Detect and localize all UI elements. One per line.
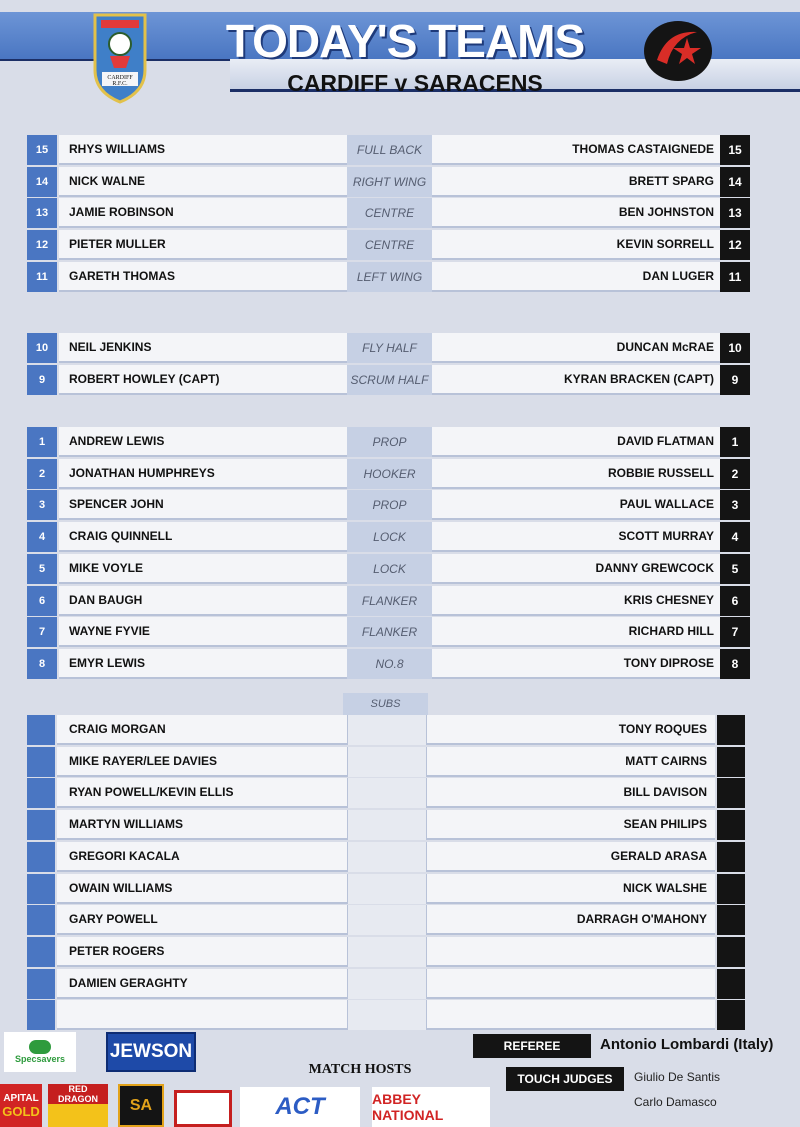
- subs-row: [27, 778, 745, 808]
- away-number: 13: [720, 198, 750, 228]
- away-sub-name: NICK WALSHE: [427, 874, 715, 904]
- home-sub-name: DAMIEN GERAGHTY: [57, 969, 347, 999]
- saracens-star-logo: [643, 20, 713, 82]
- home-sub-bar: [27, 747, 55, 777]
- home-number: 7: [27, 617, 57, 647]
- team-row: [27, 649, 750, 679]
- home-player-name: JAMIE ROBINSON: [59, 198, 371, 228]
- away-player-name: PAUL WALLACE: [432, 490, 720, 520]
- home-sub-name: MIKE RAYER/LEE DAVIES: [57, 747, 347, 777]
- subs-row: [27, 937, 745, 967]
- away-sub-bar: [717, 810, 745, 840]
- svg-text:R.F.C.: R.F.C.: [112, 81, 128, 87]
- specsavers-logo: Specsavers: [4, 1032, 76, 1072]
- position-label: NO.8: [347, 649, 432, 679]
- away-number: 9: [720, 365, 750, 395]
- home-number: 4: [27, 522, 57, 552]
- home-sub-name: GARY POWELL: [57, 905, 347, 935]
- home-player-name: JONATHAN HUMPHREYS: [59, 459, 371, 489]
- home-player-name: DAN BAUGH: [59, 586, 371, 616]
- away-sub-bar: [717, 874, 745, 904]
- home-sub-name: MARTYN WILLIAMS: [57, 810, 347, 840]
- home-number: 3: [27, 490, 57, 520]
- referee-name: Antonio Lombardi (Italy): [600, 1036, 774, 1053]
- away-number: 11: [720, 262, 750, 292]
- home-player-name: ROBERT HOWLEY (CAPT): [59, 365, 371, 395]
- subs-row: [27, 874, 745, 904]
- subs-row: [27, 715, 745, 745]
- abbey-national-logo: ABBEY NATIONAL: [372, 1087, 490, 1127]
- match-subtitle: CARDIFF v SARACENS: [287, 70, 543, 96]
- home-number: 14: [27, 167, 57, 197]
- away-number: 8: [720, 649, 750, 679]
- home-sub-bar: [27, 937, 55, 967]
- position-label: PROP: [347, 490, 432, 520]
- away-player-name: SCOTT MURRAY: [432, 522, 720, 552]
- home-number: 5: [27, 554, 57, 584]
- subs-middle-cell: [347, 1000, 427, 1030]
- home-player-name: WAYNE FYVIE: [59, 617, 371, 647]
- subs-middle-cell: [347, 874, 427, 904]
- subs-row: [27, 969, 745, 999]
- away-sub-bar: [717, 842, 745, 872]
- away-player-name: DAVID FLATMAN: [432, 427, 720, 457]
- home-sub-name: GREGORI KACALA: [57, 842, 347, 872]
- away-number: 12: [720, 230, 750, 260]
- home-number: 10: [27, 333, 57, 363]
- page-title: TODAY'S TEAMS: [225, 15, 585, 67]
- home-player-name: SPENCER JOHN: [59, 490, 371, 520]
- position-label: SCRUM HALF: [347, 365, 432, 395]
- home-player-name: CRAIG QUINNELL: [59, 522, 371, 552]
- away-player-name: BRETT SPARG: [432, 167, 720, 197]
- team-row: [27, 230, 750, 260]
- home-sub-bar: [27, 715, 55, 745]
- away-player-name: DAN LUGER: [432, 262, 720, 292]
- home-sub-name: OWAIN WILLIAMS: [57, 874, 347, 904]
- away-sub-bar: [717, 969, 745, 999]
- subs-middle-cell: [347, 778, 427, 808]
- home-player-name: GARETH THOMAS: [59, 262, 371, 292]
- position-label: CENTRE: [347, 198, 432, 228]
- subs-row: [27, 842, 745, 872]
- team-row: [27, 365, 750, 395]
- red-dragon-logo: RED DRAGON: [48, 1084, 108, 1127]
- away-sub-bar: [717, 905, 745, 935]
- brains-logo: SA: [118, 1084, 164, 1127]
- team-row: [27, 135, 750, 165]
- home-player-name: NEIL JENKINS: [59, 333, 371, 363]
- subs-row: [27, 747, 745, 777]
- away-sub-name: [427, 1000, 715, 1030]
- home-sub-bar: [27, 969, 55, 999]
- home-number: 8: [27, 649, 57, 679]
- away-sub-name: BILL DAVISON: [427, 778, 715, 808]
- svg-text:CARDIFF: CARDIFF: [107, 75, 133, 81]
- home-sub-bar: [27, 810, 55, 840]
- home-number: 9: [27, 365, 57, 395]
- position-label: HOOKER: [347, 459, 432, 489]
- away-sub-name: SEAN PHILIPS: [427, 810, 715, 840]
- position-label: FULL BACK: [347, 135, 432, 165]
- position-label: LOCK: [347, 554, 432, 584]
- position-label: RIGHT WING: [347, 167, 432, 197]
- team-row: [27, 554, 750, 584]
- home-number: 1: [27, 427, 57, 457]
- away-number: 14: [720, 167, 750, 197]
- team-row: [27, 333, 750, 363]
- away-number: 3: [720, 490, 750, 520]
- subs-row: [27, 905, 745, 935]
- sponsor-logo-red: [174, 1090, 232, 1127]
- home-player-name: EMYR LEWIS: [59, 649, 371, 679]
- team-row: [27, 167, 750, 197]
- away-sub-name: MATT CAIRNS: [427, 747, 715, 777]
- home-player-name: RHYS WILLIAMS: [59, 135, 371, 165]
- subs-middle-cell: [347, 715, 427, 745]
- team-row: [27, 490, 750, 520]
- home-sub-bar: [27, 1000, 55, 1030]
- away-number: 15: [720, 135, 750, 165]
- position-label: FLANKER: [347, 586, 432, 616]
- away-sub-name: [427, 969, 715, 999]
- subs-middle-cell: [347, 810, 427, 840]
- away-number: 4: [720, 522, 750, 552]
- touch-judge-1: Giulio De Santis: [634, 1070, 721, 1084]
- touch-judges-label: TOUCH JUDGES: [506, 1067, 624, 1091]
- subs-middle-cell: [347, 969, 427, 999]
- away-sub-bar: [717, 1000, 745, 1030]
- home-player-name: NICK WALNE: [59, 167, 371, 197]
- home-sub-name: PETER ROGERS: [57, 937, 347, 967]
- referee-label: REFEREE: [473, 1034, 591, 1058]
- home-player-name: ANDREW LEWIS: [59, 427, 371, 457]
- home-sub-name: RYAN POWELL/KEVIN ELLIS: [57, 778, 347, 808]
- subs-middle-cell: [347, 937, 427, 967]
- away-number: 6: [720, 586, 750, 616]
- touch-judge-2: Carlo Damasco: [634, 1095, 717, 1109]
- away-player-name: TONY DIPROSE: [432, 649, 720, 679]
- home-sub-name: CRAIG MORGAN: [57, 715, 347, 745]
- away-sub-bar: [717, 715, 745, 745]
- away-player-name: DANNY GREWCOCK: [432, 554, 720, 584]
- home-player-name: PIETER MULLER: [59, 230, 371, 260]
- team-row: [27, 459, 750, 489]
- away-sub-bar: [717, 747, 745, 777]
- act-logo: ACT: [240, 1087, 360, 1127]
- position-label: FLY HALF: [347, 333, 432, 363]
- home-number: 12: [27, 230, 57, 260]
- away-player-name: KEVIN SORRELL: [432, 230, 720, 260]
- position-label: FLANKER: [347, 617, 432, 647]
- away-player-name: THOMAS CASTAIGNEDE: [432, 135, 720, 165]
- home-sub-bar: [27, 778, 55, 808]
- team-row: [27, 586, 750, 616]
- team-row: [27, 617, 750, 647]
- home-sub-bar: [27, 842, 55, 872]
- away-number: 5: [720, 554, 750, 584]
- home-sub-name: [57, 1000, 347, 1030]
- home-number: 2: [27, 459, 57, 489]
- home-sub-bar: [27, 874, 55, 904]
- away-number: 10: [720, 333, 750, 363]
- away-sub-name: TONY ROQUES: [427, 715, 715, 745]
- away-number: 7: [720, 617, 750, 647]
- position-label: LOCK: [347, 522, 432, 552]
- away-sub-bar: [717, 778, 745, 808]
- away-player-name: ROBBIE RUSSELL: [432, 459, 720, 489]
- subs-middle-cell: [347, 905, 427, 935]
- away-player-name: RICHARD HILL: [432, 617, 720, 647]
- capital-gold-logo: APITAL GOLD: [0, 1084, 42, 1127]
- away-number: 2: [720, 459, 750, 489]
- subs-row: [27, 1000, 745, 1030]
- subs-middle-cell: [347, 842, 427, 872]
- position-label: PROP: [347, 427, 432, 457]
- away-player-name: KYRAN BRACKEN (CAPT): [432, 365, 720, 395]
- position-label: LEFT WING: [347, 262, 432, 292]
- home-sub-bar: [27, 905, 55, 935]
- team-row: [27, 262, 750, 292]
- away-player-name: KRIS CHESNEY: [432, 586, 720, 616]
- away-sub-name: GERALD ARASA: [427, 842, 715, 872]
- position-label: CENTRE: [347, 230, 432, 260]
- jewson-logo: JEWSON: [106, 1032, 196, 1072]
- home-number: 13: [27, 198, 57, 228]
- subs-row: [27, 810, 745, 840]
- home-number: 6: [27, 586, 57, 616]
- away-player-name: BEN JOHNSTON: [432, 198, 720, 228]
- away-number: 1: [720, 427, 750, 457]
- team-row: [27, 198, 750, 228]
- team-row: [27, 522, 750, 552]
- away-sub-name: [427, 937, 715, 967]
- cardiff-crest-logo: [92, 12, 148, 104]
- home-number: 15: [27, 135, 57, 165]
- away-player-name: DUNCAN McRAE: [432, 333, 720, 363]
- home-player-name: MIKE VOYLE: [59, 554, 371, 584]
- away-sub-bar: [717, 937, 745, 967]
- away-sub-name: DARRAGH O'MAHONY: [427, 905, 715, 935]
- subs-middle-cell: [347, 747, 427, 777]
- subs-label: SUBS: [343, 693, 428, 715]
- home-number: 11: [27, 262, 57, 292]
- match-hosts-label: MATCH HOSTS: [308, 1062, 412, 1077]
- team-row: [27, 427, 750, 457]
